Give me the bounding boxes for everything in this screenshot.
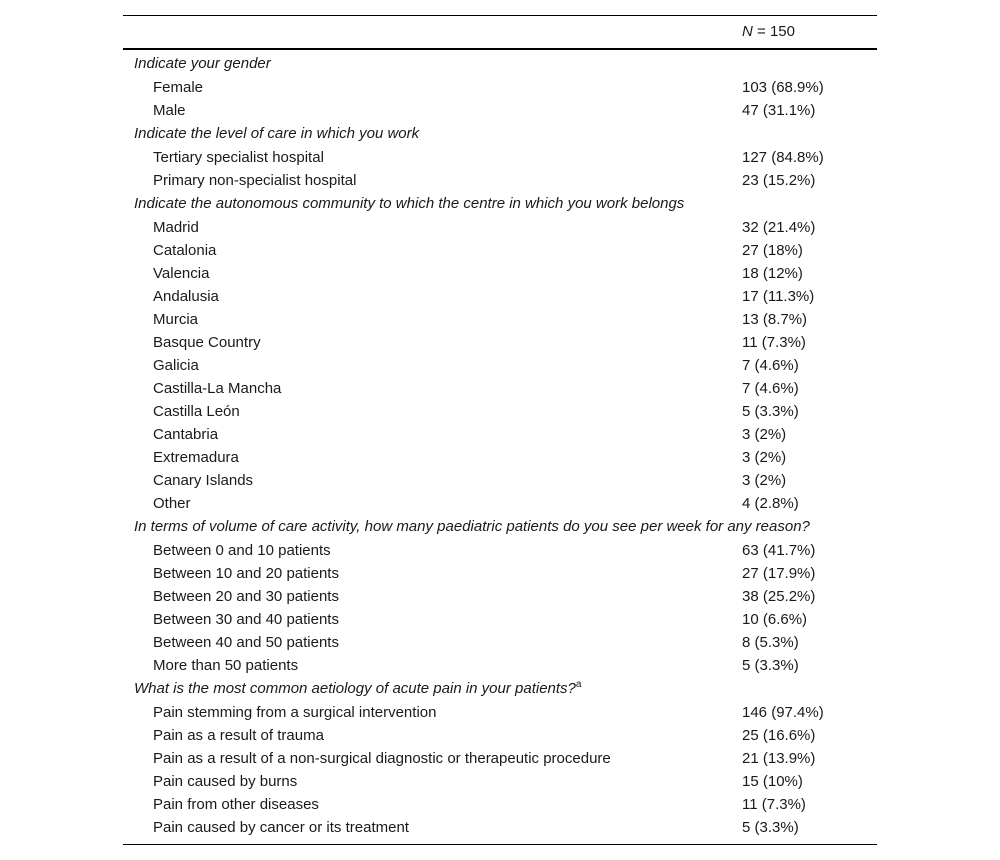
- row-value: 4 (2.8%): [742, 495, 799, 512]
- row-value: 25 (16.6%): [742, 727, 816, 744]
- row-value: 5 (3.3%): [742, 657, 799, 674]
- survey-table: [123, 15, 877, 845]
- row-value: 8 (5.3%): [742, 634, 799, 651]
- section-title-text: In terms of volume of care activity, how many paediatric patients do you see per week for any reason?: [134, 518, 810, 535]
- row-label: Between 40 and 50 patients: [153, 634, 339, 651]
- row-label: Primary non-specialist hospital: [153, 172, 357, 189]
- row-label: Between 20 and 30 patients: [153, 588, 339, 605]
- row-value: 18 (12%): [742, 265, 803, 282]
- table-row: [123, 562, 877, 585]
- row-value: 7 (4.6%): [742, 357, 799, 374]
- row-value: 17 (11.3%): [742, 288, 815, 305]
- section-title: [123, 192, 877, 216]
- row-value: 27 (17.9%): [742, 565, 816, 582]
- row-value: 23 (15.2%): [742, 172, 816, 189]
- table-row: [123, 377, 877, 400]
- row-label: Tertiary specialist hospital: [153, 149, 324, 166]
- table-row: [123, 701, 877, 724]
- table-row: [123, 331, 877, 354]
- row-label: Pain from other diseases: [153, 796, 319, 813]
- section-title: [123, 52, 877, 76]
- row-value: 47 (31.1%): [742, 102, 816, 119]
- row-label: Pain stemming from a surgical intervention: [153, 704, 437, 721]
- n-value: = 150: [752, 23, 795, 40]
- row-label: Female: [153, 79, 204, 96]
- table-bottom-rule: [123, 844, 877, 845]
- row-label: Cantabria: [153, 426, 219, 443]
- table-row: [123, 585, 877, 608]
- row-label: Other: [153, 495, 191, 512]
- row-label: Pain as a result of trauma: [153, 727, 324, 744]
- row-value: 5 (3.3%): [742, 819, 799, 836]
- row-value: 11 (7.3%): [742, 334, 806, 351]
- row-value: 3 (2%): [742, 472, 787, 489]
- row-label: Galicia: [153, 357, 199, 374]
- row-value: 15 (10%): [742, 773, 803, 790]
- table-row: [123, 446, 877, 469]
- row-label: Basque Country: [153, 334, 261, 351]
- table-row: [123, 492, 877, 515]
- table-row: [123, 608, 877, 631]
- section-title: [123, 515, 877, 539]
- table-row: [123, 631, 877, 654]
- section-title-text: Indicate the level of care in which you work: [134, 125, 420, 142]
- table-row: [123, 770, 877, 793]
- table-row: [123, 816, 877, 839]
- table-row: [123, 793, 877, 816]
- row-label: Between 0 and 10 patients: [153, 542, 331, 559]
- section-title: [123, 677, 877, 701]
- table-row: [123, 262, 877, 285]
- row-value: 27 (18%): [742, 242, 803, 259]
- table-row: [123, 423, 877, 446]
- row-label: More than 50 patients: [153, 657, 299, 674]
- table-row: [123, 724, 877, 747]
- row-value: 3 (2%): [742, 449, 787, 466]
- row-label: Male: [153, 102, 186, 119]
- table-header-row: [123, 16, 877, 48]
- row-value: 7 (4.6%): [742, 380, 799, 397]
- table-row: [123, 654, 877, 677]
- row-label: Between 30 and 40 patients: [153, 611, 339, 628]
- row-label: Pain as a result of a non-surgical diagnostic or therapeutic procedure: [153, 750, 611, 767]
- table-row: [123, 469, 877, 492]
- table-body: [123, 50, 877, 844]
- section-title-text: Indicate the autonomous community to which the centre in which you work belongs: [134, 195, 685, 212]
- row-label: Castilla-La Mancha: [153, 380, 282, 397]
- n-symbol: N: [742, 23, 753, 40]
- row-value: 38 (25.2%): [742, 588, 816, 605]
- row-label: Between 10 and 20 patients: [153, 565, 339, 582]
- footnote-marker: a: [575, 679, 582, 690]
- row-label: Andalusia: [153, 288, 219, 305]
- section-title: [123, 122, 877, 146]
- row-label: Pain caused by burns: [153, 773, 298, 790]
- table-row: [123, 400, 877, 423]
- table-row: [123, 747, 877, 770]
- table-row: [123, 146, 877, 169]
- table-row: [123, 99, 877, 122]
- table-row: [123, 239, 877, 262]
- row-label: Catalonia: [153, 242, 217, 259]
- row-label: Extremadura: [153, 449, 239, 466]
- row-value: 63 (41.7%): [742, 542, 816, 559]
- row-value: 10 (6.6%): [742, 611, 808, 628]
- row-label: Murcia: [153, 311, 199, 328]
- table-row: [123, 308, 877, 331]
- table-row: [123, 285, 877, 308]
- row-value: 103 (68.9%): [742, 79, 824, 96]
- row-value: 127 (84.8%): [742, 149, 824, 166]
- row-value: 13 (8.7%): [742, 311, 808, 328]
- row-label: Pain caused by cancer or its treatment: [153, 819, 409, 836]
- section-title-text: Indicate your gender: [134, 55, 271, 72]
- section-title-text: What is the most common aetiology of acute pain in your patients?: [134, 680, 576, 697]
- row-label: Castilla León: [153, 403, 240, 420]
- row-label: Canary Islands: [153, 472, 254, 489]
- row-label: Madrid: [153, 219, 199, 236]
- sample-size-header: [742, 23, 795, 40]
- row-value: 5 (3.3%): [742, 403, 799, 420]
- row-value: 3 (2%): [742, 426, 787, 443]
- row-label: Valencia: [153, 265, 210, 282]
- table-row: [123, 169, 877, 192]
- row-value: 21 (13.9%): [742, 750, 816, 767]
- row-value: 11 (7.3%): [742, 796, 806, 813]
- table-row: [123, 76, 877, 99]
- table-row: [123, 216, 877, 239]
- table-row: [123, 354, 877, 377]
- table-row: [123, 539, 877, 562]
- row-value: 146 (97.4%): [742, 704, 824, 721]
- row-value: 32 (21.4%): [742, 219, 816, 236]
